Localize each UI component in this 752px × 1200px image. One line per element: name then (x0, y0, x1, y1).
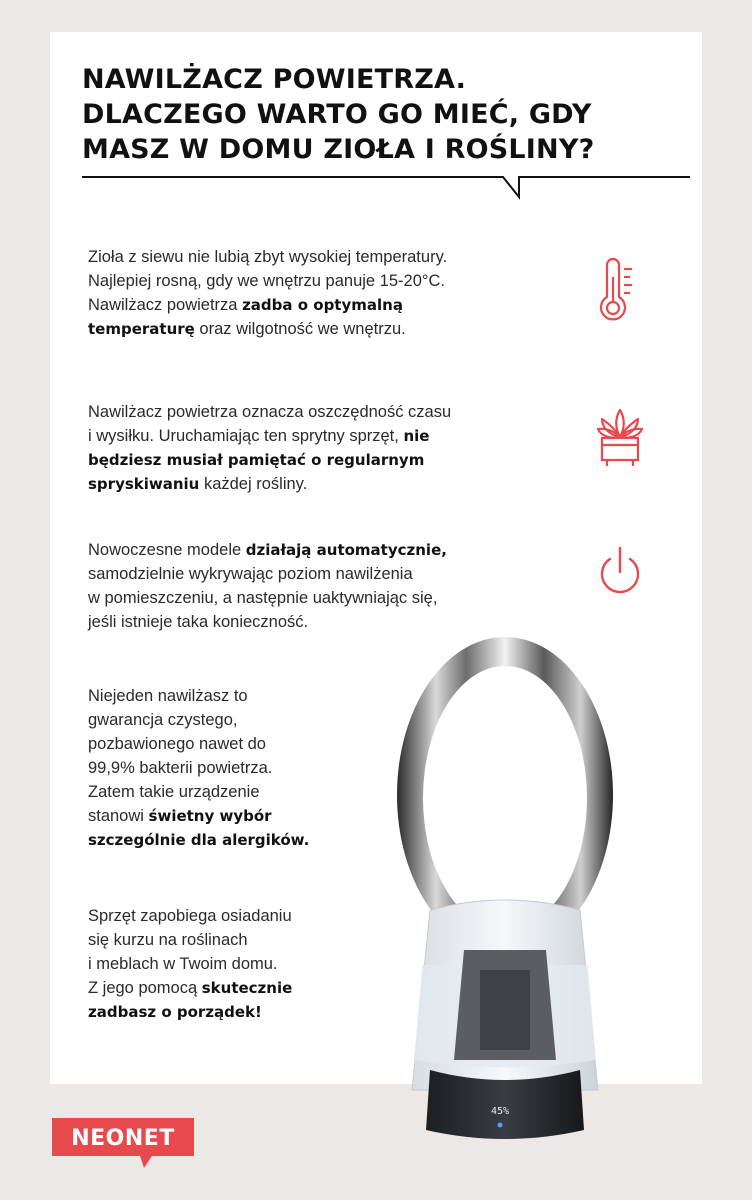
section-3-text: Nowoczesne modele (88, 541, 246, 559)
section-1-line-1: Zioła z siewu nie lubią zbyt wysokiej temperatury. (88, 248, 448, 266)
section-2-line-3 (88, 448, 451, 472)
section-3-line-2: samodzielnie wykrywając poziom nawilżenia (88, 565, 413, 583)
neonet-logo (52, 1118, 194, 1168)
section-4-bold-2: szczególnie dla alergików. (88, 831, 310, 849)
section-4-line-7 (88, 828, 309, 852)
humidity-display: 45% (490, 1106, 510, 1117)
section-4-line-3: pozbawionego nawet do (88, 735, 266, 753)
section-1-bold: zadba o optymalną (242, 296, 403, 314)
section-4-text: stanowi (88, 807, 149, 825)
section-5-bold-2: zadbasz o porządek! (88, 1003, 262, 1021)
section-2-line-4 (88, 472, 451, 496)
section-2-bold-3: spryskiwaniu (88, 475, 200, 493)
section-1-text-2: oraz wilgotność we wnętrzu. (194, 320, 406, 338)
section-5-line-5 (88, 1000, 292, 1024)
section-1-line-2: Najlepiej rosną, gdy we wnętrzu panuje 15-20°C. (88, 272, 445, 290)
title-line-1: NAWILŻACZ POWIETRZA. (82, 64, 467, 95)
section-time-saving (88, 400, 451, 496)
section-temperature (88, 245, 447, 341)
title-line-2: DLACZEGO WARTO GO MIEĆ, GDY (82, 99, 592, 130)
section-2-bold: nie (403, 427, 430, 445)
section-5-line-2: się kurzu na roślinach (88, 931, 248, 949)
section-2-line-2 (88, 424, 451, 448)
section-5-text: Z jego pomocą (88, 979, 202, 997)
title-line-3: MASZ W DOMU ZIOŁA I ROŚLINY? (82, 134, 595, 165)
section-4-line-6 (88, 804, 309, 828)
section-3-bold: działają automatycznie, (245, 541, 447, 559)
section-2-text: i wysiłku. Uruchamiając ten sprytny sprzęt, (88, 427, 404, 445)
section-4-line-1: Niejeden nawilżasz to (88, 687, 248, 705)
thermometer-icon (590, 257, 650, 327)
section-5-line-1: Sprzęt zapobiega osiadaniu (88, 907, 292, 925)
section-4-line-2: gwarancja czystego, (88, 711, 238, 729)
section-5-line-3: i meblach w Twoim domu. (88, 955, 278, 973)
section-4-line-4: 99,9% bakterii powietrza. (88, 759, 273, 777)
section-2-text-2: każdej rośliny. (199, 475, 308, 493)
section-2-bold-2: będziesz musiał pamiętać o regularnym (88, 451, 425, 469)
section-3-line-4: jeśli istnieje taka konieczność. (88, 613, 309, 631)
page-title (82, 62, 682, 167)
section-clean-air (88, 684, 309, 852)
section-5-bold: skutecznie (201, 979, 293, 997)
section-4-bold: świetny wybór (148, 807, 272, 825)
logo-text: NEONET (71, 1126, 175, 1151)
potted-plant-icon (590, 404, 650, 474)
section-5-line-4 (88, 976, 292, 1000)
humidifier-image (360, 620, 650, 1140)
power-icon (590, 540, 650, 610)
section-dust (88, 904, 292, 1024)
section-1-line-4 (88, 317, 447, 341)
section-2-line-1: Nawilżacz powietrza oznacza oszczędność czasu (88, 403, 452, 421)
section-1-line-3 (88, 293, 447, 317)
section-3-line-1 (88, 538, 447, 562)
section-3-line-3: w pomieszczeniu, a następnie uaktywniając się, (88, 589, 438, 607)
section-1-text: Nawilżacz powietrza (88, 296, 243, 314)
section-4-line-5: Zatem takie urządzenie (88, 783, 260, 801)
section-1-bold-2: temperaturę (88, 320, 195, 338)
